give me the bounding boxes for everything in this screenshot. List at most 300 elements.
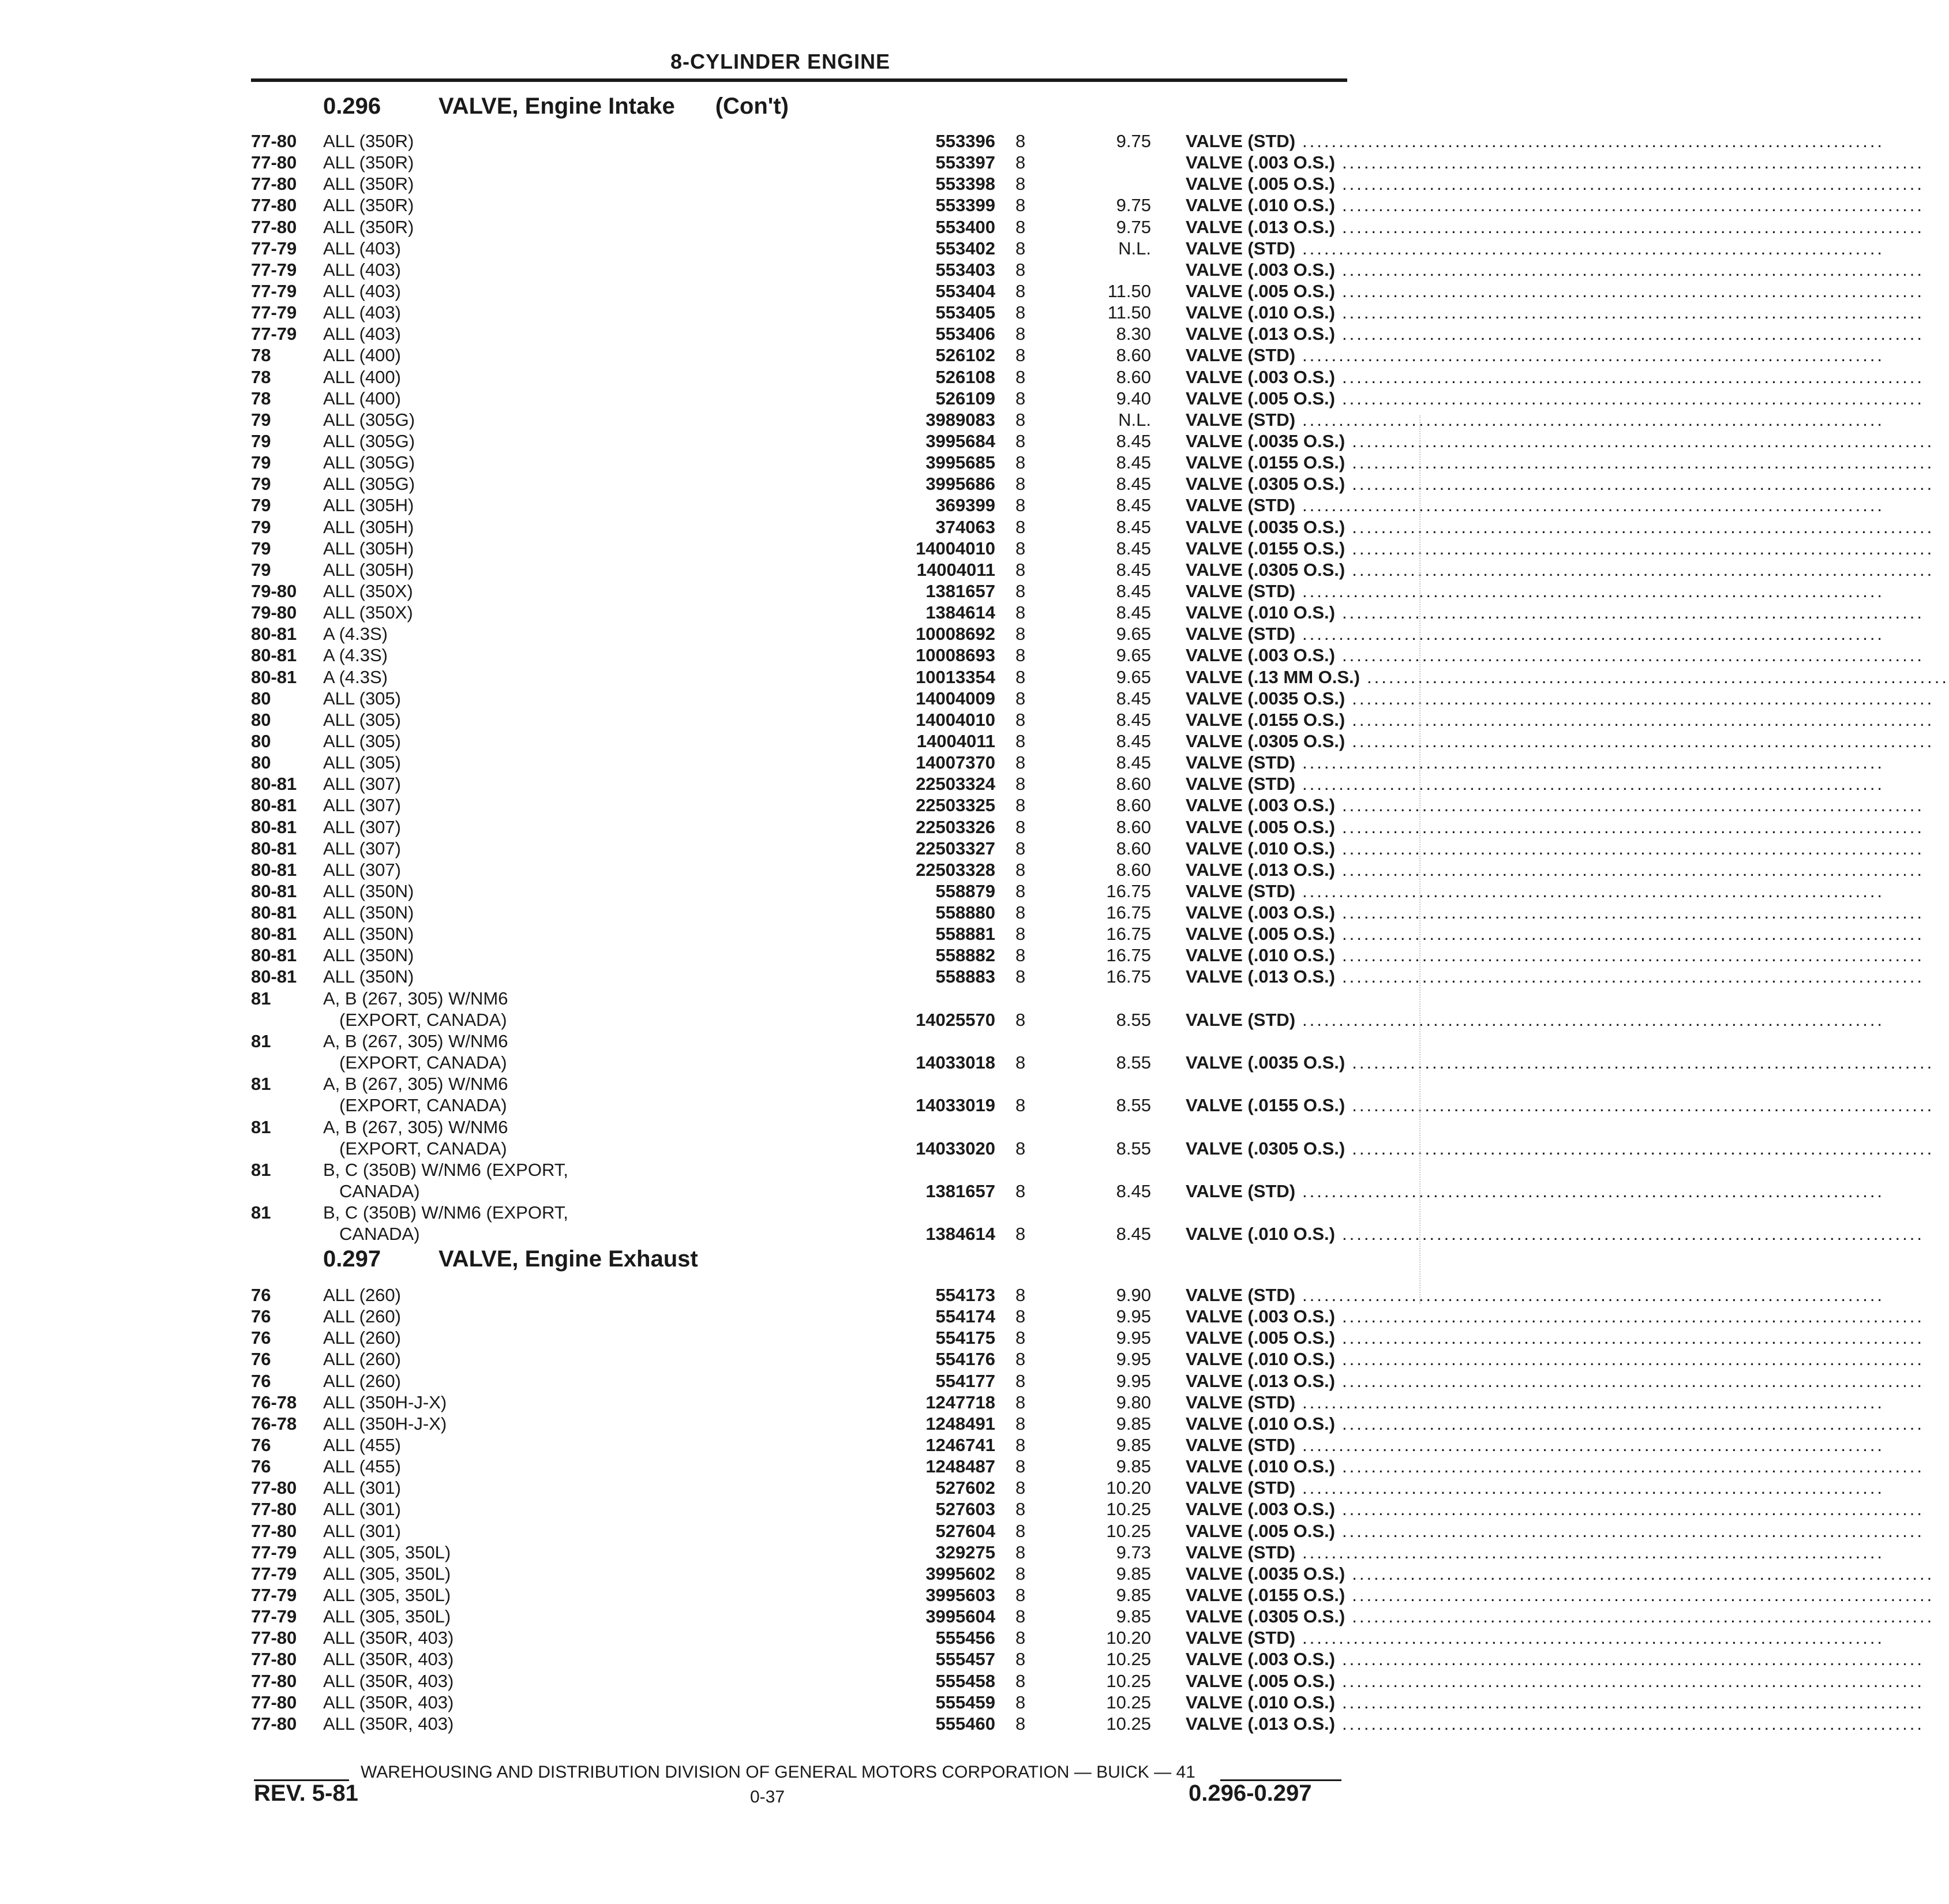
description — [1186, 152, 1925, 173]
price: 10.25 — [1106, 1499, 1151, 1520]
price: 16.75 — [1106, 880, 1151, 901]
page-title: 8-CYLINDER ENGINE — [670, 50, 891, 73]
table-row — [251, 559, 1935, 580]
quantity: 8 — [1015, 1456, 1026, 1477]
description — [1186, 794, 1925, 816]
price: 9.95 — [1116, 1349, 1151, 1370]
application-text: ALL (350R, 403) — [323, 1713, 454, 1734]
application-text: ALL (350R) — [323, 195, 414, 216]
application-text: ALL (403) — [323, 302, 401, 323]
description — [1186, 1052, 1935, 1073]
quantity: 8 — [1015, 1628, 1026, 1648]
application-text: ALL (403) — [323, 259, 401, 280]
description-text: VALVE (STD) — [1186, 1434, 1296, 1455]
dot-leader: ................................................................................ — [1341, 1692, 1925, 1712]
application-text: ALL (260) — [323, 1328, 401, 1348]
description — [1186, 259, 1925, 280]
description-text: VALVE (.0155 O.S.) — [1186, 1095, 1345, 1116]
description-text: VALVE (STD) — [1186, 131, 1296, 151]
section-heading-exhaust — [323, 1246, 739, 1272]
application-text: ALL (403) — [323, 238, 401, 258]
description-text: VALVE (.003 O.S.) — [1186, 795, 1335, 816]
dot-leader: ................................................................................ — [1302, 1392, 1885, 1412]
quantity: 8 — [1015, 838, 1026, 859]
model-year: 77-80 — [251, 1628, 297, 1648]
table-row — [251, 538, 1935, 559]
part-number: 527602 — [935, 1478, 995, 1498]
part-number: 22503328 — [916, 859, 995, 880]
quantity: 8 — [1015, 1499, 1026, 1520]
description — [1186, 1456, 1925, 1477]
model-year: 78 — [251, 345, 271, 366]
quantity: 8 — [1015, 195, 1026, 216]
description — [1186, 430, 1935, 452]
description — [1186, 1520, 1925, 1542]
application-text: ALL (307) — [323, 838, 401, 859]
dot-leader: ................................................................................ — [1302, 345, 1885, 366]
part-number: 1248487 — [925, 1456, 995, 1477]
description — [1186, 1434, 1885, 1456]
table-row — [251, 1627, 1885, 1648]
table-row — [251, 1116, 1935, 1159]
description — [1186, 580, 1885, 602]
description-text: VALVE (.005 O.S.) — [1186, 1520, 1335, 1541]
application-text: ALL (305H) — [323, 559, 414, 580]
description-text: VALVE (.013 O.S.) — [1186, 1713, 1335, 1734]
model-year: 77-79 — [251, 1563, 297, 1584]
table-row — [251, 152, 1925, 173]
price: 9.85 — [1116, 1584, 1151, 1605]
quantity: 8 — [1015, 1392, 1026, 1412]
table-row — [251, 388, 1925, 409]
description — [1186, 1477, 1885, 1498]
application-text: ALL (307) — [323, 816, 401, 837]
description-text: VALVE (STD) — [1186, 345, 1296, 366]
part-number: 554176 — [935, 1349, 995, 1370]
table-row — [251, 1584, 1935, 1606]
dot-leader: ................................................................................ — [1341, 602, 1925, 623]
dot-leader: ................................................................................ — [1352, 1052, 1935, 1073]
model-year: 79 — [251, 495, 271, 516]
description-text: VALVE (.010 O.S.) — [1186, 1456, 1335, 1477]
part-number: 555457 — [935, 1649, 995, 1670]
application-text: ALL (455) — [323, 1434, 401, 1455]
price: 10.25 — [1106, 1670, 1151, 1691]
description-text: VALVE (.010 O.S.) — [1186, 1224, 1335, 1245]
description — [1186, 130, 1885, 152]
price: N.L. — [1118, 409, 1151, 430]
application-text: ALL (305, 350L) — [323, 1606, 451, 1627]
price: 8.45 — [1116, 1224, 1151, 1245]
application-text: A, B (267, 305) W/NM6 — [323, 988, 508, 1009]
section-number: 0.296 — [323, 93, 381, 119]
quantity: 8 — [1015, 388, 1026, 408]
description-text: VALVE (STD) — [1186, 1478, 1296, 1498]
table-row — [251, 944, 1925, 966]
dot-leader: ................................................................................ — [1302, 1542, 1885, 1562]
description-text: VALVE (.0035 O.S.) — [1186, 1563, 1345, 1584]
description-text: VALVE (.005 O.S.) — [1186, 1328, 1335, 1348]
model-year: 77-80 — [251, 1649, 297, 1670]
application-text: ALL (350R) — [323, 174, 414, 194]
quantity: 8 — [1015, 452, 1026, 473]
description — [1186, 1627, 1885, 1648]
table-row — [251, 880, 1885, 902]
description-text: VALVE (.0305 O.S.) — [1186, 730, 1345, 751]
price: 9.75 — [1116, 195, 1151, 216]
model-year: 81 — [251, 1074, 271, 1095]
table-row — [251, 1413, 1925, 1434]
description — [1186, 730, 1935, 752]
price: 9.95 — [1116, 1328, 1151, 1348]
quantity: 8 — [1015, 409, 1026, 430]
part-number: 374063 — [935, 516, 995, 537]
description — [1186, 1648, 1925, 1670]
description-text: VALVE (STD) — [1186, 624, 1296, 644]
description-text: VALVE (.013 O.S.) — [1186, 859, 1335, 880]
description-text: VALVE (STD) — [1186, 1285, 1296, 1305]
price: 9.85 — [1116, 1413, 1151, 1434]
description — [1186, 473, 1935, 494]
application-text: ALL (350N) — [323, 880, 414, 901]
part-number: 3989083 — [925, 409, 995, 430]
quantity: 8 — [1015, 131, 1026, 151]
description-text: VALVE (.005 O.S.) — [1186, 816, 1335, 837]
model-year: 77-80 — [251, 1670, 297, 1691]
quantity: 8 — [1015, 1692, 1026, 1712]
application-text: ALL (305) — [323, 688, 401, 709]
application-text: ALL (350H-J-X) — [323, 1392, 447, 1412]
quantity: 8 — [1015, 624, 1026, 644]
description — [1186, 1413, 1925, 1434]
model-year: 79 — [251, 538, 271, 559]
description-text: VALVE (.0305 O.S.) — [1186, 474, 1345, 494]
dot-leader: ................................................................................ — [1341, 966, 1925, 987]
model-year: 77-80 — [251, 131, 297, 151]
model-year: 77-79 — [251, 259, 297, 280]
part-number: 3995684 — [925, 430, 995, 451]
description — [1186, 1095, 1935, 1116]
price: 8.60 — [1116, 366, 1151, 387]
dot-leader: ................................................................................ — [1352, 1138, 1935, 1159]
model-year: 77-79 — [251, 280, 297, 301]
description-text: VALVE (STD) — [1186, 1628, 1296, 1648]
table-row — [251, 1159, 1885, 1202]
dot-leader: ................................................................................ — [1341, 1670, 1925, 1691]
quantity: 8 — [1015, 238, 1026, 258]
model-year: 77-80 — [251, 152, 297, 173]
footer-page-number: 0-37 — [750, 1787, 785, 1806]
description-text: VALVE (.010 O.S.) — [1186, 1692, 1335, 1712]
quantity: 8 — [1015, 1095, 1026, 1116]
application-text: ALL (305G) — [323, 474, 415, 494]
application-text-continued: CANADA) — [339, 1224, 420, 1245]
dot-leader: ................................................................................ — [1302, 1478, 1885, 1498]
price: 9.85 — [1116, 1606, 1151, 1627]
description-text: VALVE (.003 O.S.) — [1186, 366, 1335, 387]
table-row — [251, 1306, 1925, 1327]
dot-leader: ................................................................................ — [1302, 1434, 1885, 1455]
dot-leader: ................................................................................ — [1302, 624, 1885, 644]
description-text: VALVE (.0035 O.S.) — [1186, 1052, 1345, 1073]
quantity: 8 — [1015, 345, 1026, 366]
quantity: 8 — [1015, 1349, 1026, 1370]
dot-leader: ................................................................................ — [1302, 409, 1885, 430]
price: 9.85 — [1116, 1456, 1151, 1477]
description — [1186, 1180, 1885, 1202]
description — [1186, 1584, 1935, 1606]
price: 9.95 — [1116, 1370, 1151, 1391]
price: N.L. — [1118, 238, 1151, 258]
dot-leader: ................................................................................ — [1302, 1180, 1885, 1201]
table-row — [251, 1327, 1925, 1348]
dot-leader: ................................................................................ — [1302, 774, 1885, 794]
description-text: VALVE (STD) — [1186, 774, 1296, 794]
quantity: 8 — [1015, 366, 1026, 387]
table-row — [251, 430, 1935, 452]
application-text: ALL (301) — [323, 1499, 401, 1520]
price: 9.75 — [1116, 131, 1151, 151]
price: 16.75 — [1106, 902, 1151, 923]
application-text: ALL (350N) — [323, 966, 414, 987]
model-year: 77-80 — [251, 1499, 297, 1520]
quantity: 8 — [1015, 474, 1026, 494]
exhaust-valve-list — [251, 1284, 1935, 1734]
table-row — [251, 1606, 1935, 1627]
table-row — [251, 1456, 1925, 1477]
part-number: 10008693 — [916, 645, 995, 666]
part-number: 1246741 — [925, 1434, 995, 1455]
quantity: 8 — [1015, 688, 1026, 709]
dot-leader: ................................................................................ — [1341, 1370, 1925, 1391]
description — [1186, 302, 1925, 323]
table-row — [251, 452, 1935, 473]
part-number: 10013354 — [916, 666, 995, 687]
table-row — [251, 366, 1925, 388]
application-text: ALL (455) — [323, 1456, 401, 1477]
part-number: 555456 — [935, 1628, 995, 1648]
price: 9.65 — [1116, 645, 1151, 666]
dot-leader: ................................................................................ — [1341, 174, 1925, 194]
part-number: 555460 — [935, 1713, 995, 1734]
table-row — [251, 259, 1925, 280]
model-year: 76 — [251, 1370, 271, 1391]
quantity: 8 — [1015, 1052, 1026, 1073]
description-text: VALVE (.010 O.S.) — [1186, 602, 1335, 623]
model-year: 79 — [251, 516, 271, 537]
table-row — [251, 238, 1885, 259]
model-year: 80-81 — [251, 945, 297, 966]
section-number: 0.297 — [323, 1246, 381, 1272]
price: 9.75 — [1116, 216, 1151, 237]
description-text: VALVE (.0035 O.S.) — [1186, 516, 1345, 537]
dot-leader: ................................................................................ — [1352, 1095, 1935, 1116]
dot-leader: ................................................................................ — [1341, 816, 1925, 837]
price: 8.45 — [1116, 538, 1151, 559]
dot-leader: ................................................................................ — [1341, 259, 1925, 280]
part-number: 1384614 — [925, 602, 995, 623]
quantity: 8 — [1015, 1328, 1026, 1348]
description — [1186, 1327, 1925, 1348]
model-year: 81 — [251, 1159, 271, 1180]
part-number: 14033018 — [916, 1052, 995, 1073]
table-row — [251, 280, 1925, 302]
description-text: VALVE (.010 O.S.) — [1186, 945, 1335, 966]
quantity: 8 — [1015, 1285, 1026, 1305]
description-text: VALVE (STD) — [1186, 495, 1296, 516]
table-row — [251, 1284, 1885, 1306]
description — [1186, 923, 1925, 944]
price: 8.30 — [1116, 324, 1151, 344]
model-year: 80-81 — [251, 859, 297, 880]
model-year: 77-80 — [251, 216, 297, 237]
price: 8.45 — [1116, 1180, 1151, 1201]
description-text: VALVE (STD) — [1186, 238, 1296, 258]
application-text: ALL (400) — [323, 388, 401, 408]
model-year: 80-81 — [251, 838, 297, 859]
dot-leader: ................................................................................ — [1341, 1328, 1925, 1348]
model-year: 77-80 — [251, 195, 297, 216]
description — [1186, 538, 1935, 559]
model-year: 80-81 — [251, 795, 297, 816]
quantity: 8 — [1015, 1670, 1026, 1691]
quantity: 8 — [1015, 666, 1026, 687]
description — [1186, 773, 1885, 794]
application-text: A (4.3S) — [323, 624, 388, 644]
part-number: 554177 — [935, 1370, 995, 1391]
intake-valve-list — [251, 130, 1949, 1245]
price: 8.55 — [1116, 1095, 1151, 1116]
application-text: ALL (305) — [323, 752, 401, 773]
description — [1186, 366, 1925, 388]
part-number: 14004010 — [916, 538, 995, 559]
price: 10.25 — [1106, 1649, 1151, 1670]
model-year: 80-81 — [251, 816, 297, 837]
table-row — [251, 602, 1925, 623]
quantity: 8 — [1015, 152, 1026, 173]
dot-leader: ................................................................................ — [1341, 859, 1925, 880]
description — [1186, 623, 1885, 644]
dot-leader: ................................................................................ — [1341, 324, 1925, 344]
quantity: 8 — [1015, 1606, 1026, 1627]
dot-leader: ................................................................................ — [1341, 280, 1925, 301]
description-text: VALVE (.005 O.S.) — [1186, 924, 1335, 944]
application-text: A, B (267, 305) W/NM6 — [323, 1074, 508, 1095]
description-text: VALVE (STD) — [1186, 880, 1296, 901]
table-row — [251, 473, 1935, 494]
table-row — [251, 688, 1935, 709]
quantity: 8 — [1015, 645, 1026, 666]
dot-leader: ................................................................................ — [1341, 645, 1925, 666]
part-number: 14033020 — [916, 1138, 995, 1159]
description — [1186, 1009, 1885, 1030]
price: 9.90 — [1116, 1285, 1151, 1305]
description-text: VALVE (.0035 O.S.) — [1186, 430, 1345, 451]
table-row — [251, 966, 1925, 987]
description-text: VALVE (.003 O.S.) — [1186, 902, 1335, 923]
dot-leader: ................................................................................ — [1352, 709, 1935, 730]
description — [1186, 1392, 1885, 1413]
description — [1186, 388, 1925, 409]
quantity: 8 — [1015, 1413, 1026, 1434]
description-text: VALVE (.010 O.S.) — [1186, 302, 1335, 323]
part-number: 22503325 — [916, 795, 995, 816]
dot-leader: ................................................................................ — [1302, 580, 1885, 601]
model-year: 76 — [251, 1456, 271, 1477]
description — [1186, 859, 1925, 880]
description — [1186, 944, 1925, 966]
description-text: VALVE (.005 O.S.) — [1186, 174, 1335, 194]
description — [1186, 838, 1925, 859]
application-text-continued: (EXPORT, CANADA) — [339, 1138, 507, 1159]
table-row — [251, 1542, 1885, 1563]
model-year: 76-78 — [251, 1413, 297, 1434]
description — [1186, 966, 1925, 987]
application-text: ALL (403) — [323, 280, 401, 301]
part-number: 553396 — [935, 131, 995, 151]
description-text: VALVE (.005 O.S.) — [1186, 280, 1335, 301]
table-row — [251, 816, 1925, 838]
part-number: 558881 — [935, 924, 995, 944]
description — [1186, 1306, 1925, 1327]
application-text-continued: (EXPORT, CANADA) — [339, 1052, 507, 1073]
part-number: 14007370 — [916, 752, 995, 773]
part-number: 553400 — [935, 216, 995, 237]
application-text: ALL (305G) — [323, 452, 415, 473]
dot-leader: ................................................................................ — [1341, 1224, 1925, 1245]
description-text: VALVE (.003 O.S.) — [1186, 152, 1335, 173]
price: 8.60 — [1116, 859, 1151, 880]
model-year: 77-80 — [251, 1713, 297, 1734]
description — [1186, 1370, 1925, 1392]
quantity: 8 — [1015, 902, 1026, 923]
part-number: 558883 — [935, 966, 995, 987]
model-year: 78 — [251, 366, 271, 387]
description — [1186, 1670, 1925, 1692]
description-text: VALVE (STD) — [1186, 1180, 1296, 1201]
description — [1186, 1223, 1925, 1245]
quantity: 8 — [1015, 1584, 1026, 1605]
dot-leader: ................................................................................ — [1302, 1628, 1885, 1648]
part-number: 558880 — [935, 902, 995, 923]
table-row — [251, 1692, 1925, 1713]
description-text: VALVE (.013 O.S.) — [1186, 216, 1335, 237]
price: 10.20 — [1106, 1628, 1151, 1648]
model-year: 80 — [251, 709, 271, 730]
quantity: 8 — [1015, 602, 1026, 623]
quantity: 8 — [1015, 538, 1026, 559]
model-year: 81 — [251, 1116, 271, 1137]
dot-leader: ................................................................................ — [1341, 302, 1925, 323]
application-text: ALL (305H) — [323, 516, 414, 537]
footer-revision: REV. 5-81 — [254, 1781, 358, 1806]
quantity: 8 — [1015, 1649, 1026, 1670]
part-number: 3995603 — [925, 1584, 995, 1605]
application-text: ALL (350X) — [323, 602, 413, 623]
application-text: ALL (403) — [323, 324, 401, 344]
part-number: 1248491 — [925, 1413, 995, 1434]
description — [1186, 194, 1925, 216]
part-number: 14004011 — [916, 559, 995, 580]
part-number: 369399 — [935, 495, 995, 516]
dot-leader: ................................................................................ — [1352, 730, 1935, 751]
model-year: 79 — [251, 559, 271, 580]
table-row — [251, 1648, 1925, 1670]
part-number: 329275 — [935, 1542, 995, 1562]
dot-leader: ................................................................................ — [1352, 1584, 1935, 1605]
footer-section-range: 0.296-0.297 — [1189, 1781, 1312, 1806]
quantity: 8 — [1015, 924, 1026, 944]
